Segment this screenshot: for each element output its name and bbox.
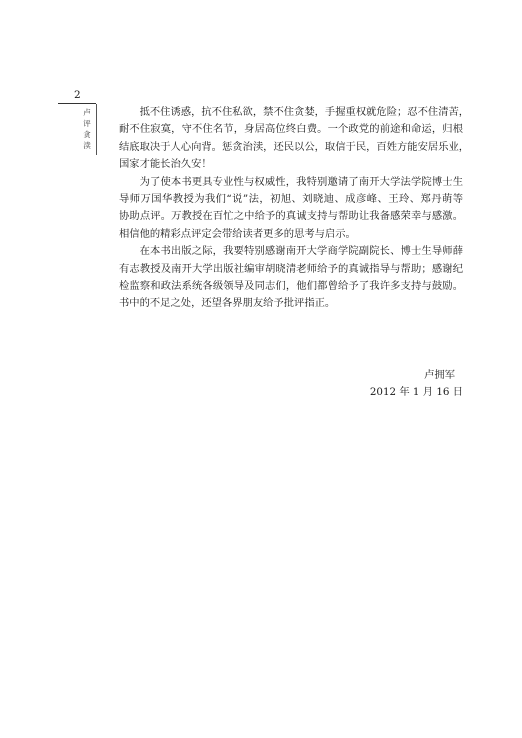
author-name: 卢拥军 bbox=[424, 369, 455, 381]
text-line: 结底取决于人心向背。惩贪治渎，还民以公，取信于民，百姓方能安居乐业， bbox=[119, 140, 470, 153]
signature-date: 2012 年 1 月 16 日 bbox=[369, 386, 463, 399]
paragraph-1 bbox=[119, 104, 470, 174]
text-line: 为了使本书更具专业性与权威性，我特别邀请了南开大学法学院博士生 bbox=[139, 175, 463, 188]
text-line: 导师万国华教授为我们“说”法，初旭、刘晓迪、成彦峰、王玲、郑丹萌等 bbox=[119, 193, 463, 206]
text-line: 抵不住诱惑，抗不住私欲，禁不住贪婪，手握重权就危险；忍不住清苦， bbox=[139, 106, 470, 118]
paragraph-2 bbox=[119, 174, 463, 244]
text-line: 协助点评。万教授在百忙之中给予的真诚支持与帮助让我备感荣幸与感激。 bbox=[119, 210, 463, 223]
text-line: 检监察和政法系统各级领导及同志们，他们都曾给予了我许多支持与鼓励。 bbox=[119, 280, 463, 293]
body-text bbox=[119, 104, 470, 313]
running-title-char: 贪 bbox=[83, 130, 91, 139]
running-title bbox=[82, 107, 92, 151]
page-number: 2 bbox=[74, 89, 81, 101]
text-line: 相信他的精彩点评定会带给读者更多的思考与启示。 bbox=[119, 227, 356, 240]
side-rule bbox=[96, 104, 97, 155]
text-line: 书中的不足之处，还望各界朋友给予批评指正。 bbox=[119, 297, 336, 310]
text-line: 国家才能长治久安！ bbox=[119, 158, 212, 171]
running-title-char: 评 bbox=[83, 119, 91, 128]
text-line: 在本书出版之际，我要特别感谢南开大学商学院副院长、博士生导师薛 bbox=[139, 245, 463, 258]
running-title-char: 渎 bbox=[83, 141, 91, 150]
paragraph-3 bbox=[119, 243, 463, 313]
signature-block bbox=[370, 367, 463, 402]
header-rule bbox=[58, 103, 96, 104]
text-line: 耐不住寂寞，守不住名节，身居高位终白费。一个政党的前途和命运，归根 bbox=[119, 123, 463, 136]
running-title-char: 卢 bbox=[83, 108, 91, 117]
text-line: 有志教授及南开大学出版社编审胡晓清老师给予的真诚指导与帮助；感谢纪 bbox=[119, 262, 463, 275]
